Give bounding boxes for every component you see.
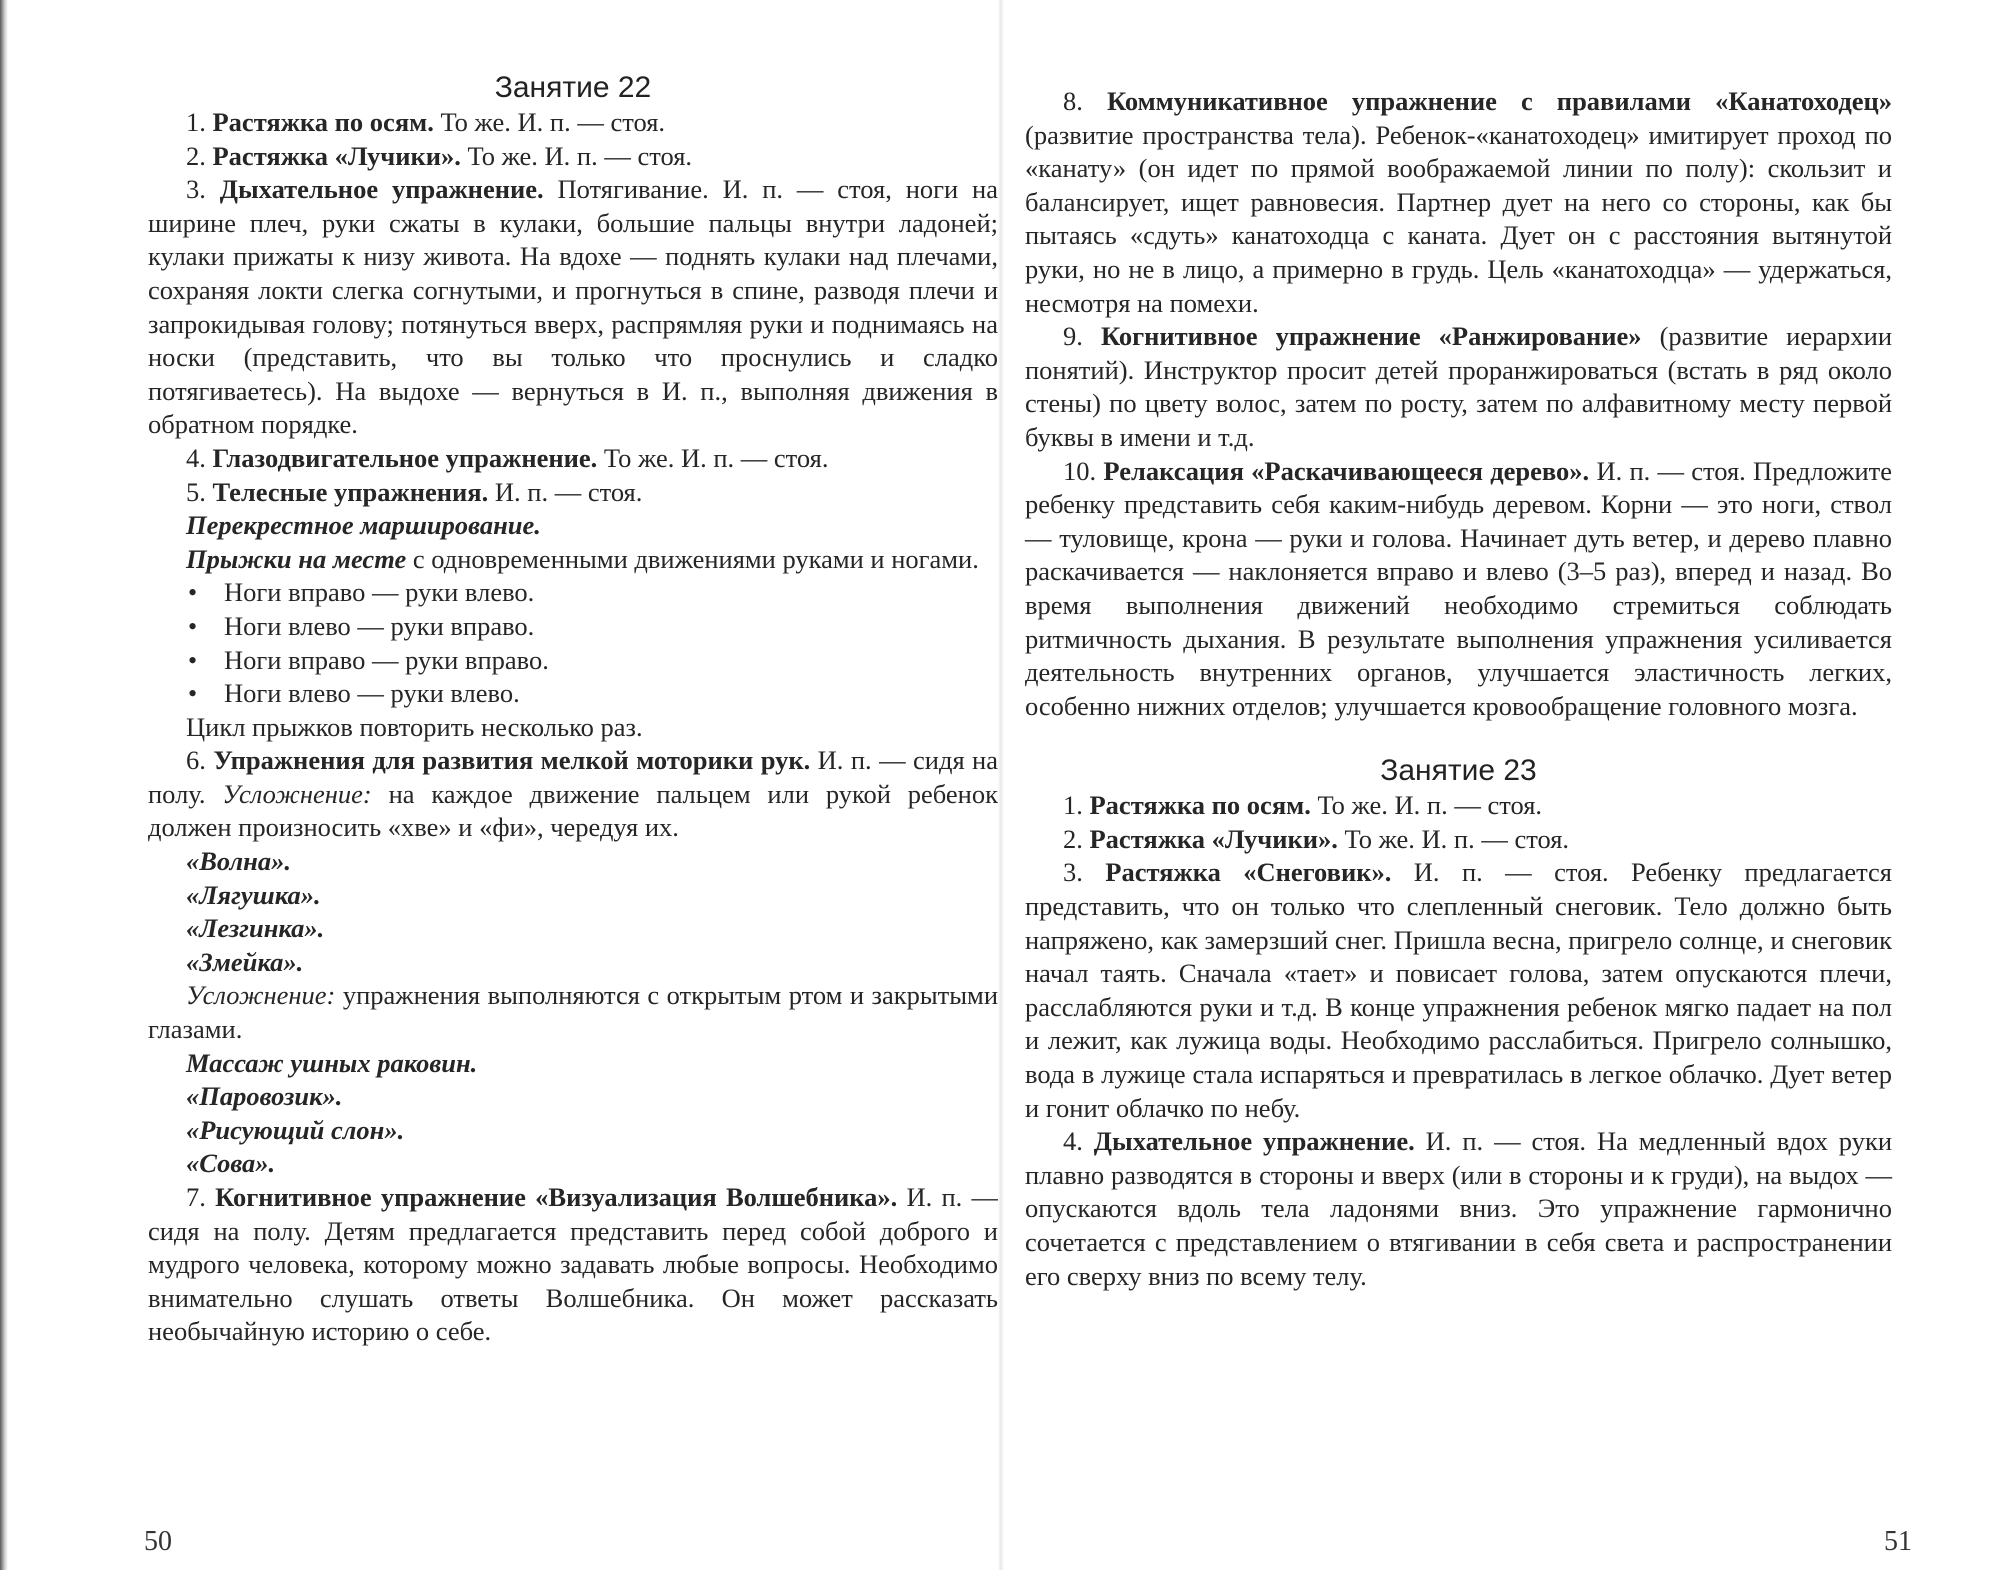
item-number: 7.: [186, 1182, 206, 1212]
exercise-text: (развитие иерархии понятий). Инструктор просит детей проранжироваться (встать в ряд около стены) по цвету волос, затем по росту, затем по алфавитному месту первой буквы в имени и т.д.: [1025, 321, 1893, 452]
item-number: 4.: [1063, 1126, 1083, 1157]
exercise-1: [148, 106, 998, 140]
exercise-7: [148, 1181, 998, 1349]
exercise-text: И. п. — стоя. Ребенку предлагается представить, что он только что слепленный снеговик. Тело должно быть напряжено, как замерзший снег. Пришла весна, пригрело солнце, и снеговик начал таять. Сначала «тает» и повисает голова, затем опускаются плечи, расслабляются руки и т.д. В конце упражнения ребенок мягко падает на пол и лежит, как лужица воды. Необходимо расслабиться. Пригрело солнышко, вода в лужице стала испаряться и превратилась в легкое облачко. Дует ветер и гонит облачко по небу.: [1025, 857, 1892, 1123]
exercise-text: И. п. — стоя.: [488, 476, 643, 507]
exercise-10: [1025, 455, 1892, 724]
item-number: 8.: [1063, 86, 1083, 116]
exercise-4-l23: [1025, 1125, 1892, 1293]
exercise-title: Дыхательное упражнение.: [1093, 1126, 1415, 1157]
bullet-item: • Ноги вправо — руки вправо.: [148, 644, 998, 678]
right-text-column: [1025, 0, 1892, 1293]
exercise-text: на каждое движение пальцем или рукой ребенок должен произносить «хве» и «фи», чередуя их.: [148, 778, 998, 843]
exercise-2-l23: [1025, 823, 1892, 857]
massage-title: Массаж ушных раковин.: [186, 1047, 478, 1078]
item-number: 2.: [1063, 823, 1083, 854]
jumps-text: с одновременными движениями руками и ногами.: [406, 543, 979, 574]
game-item: «Паровозик».: [186, 1081, 343, 1112]
exercise-title: Растяжка по осям.: [212, 107, 434, 137]
exercise-title: Глазодвигательное упражнение.: [212, 442, 598, 473]
exercise-text: И. п. — сидя на полу. Детям предлагается представить перед собой доброго и мудрого человека, которому можно задавать любые вопросы. Необходимо внимательно слушать ответы Волшебника. Он может рассказать необычайную историю о себе.: [148, 1182, 999, 1347]
complication-paragraph: [148, 979, 998, 1046]
exercise-text: И. п. — стоя. Предложите ребенку представить себя каким-нибудь деревом. Корни — это ноги, ствол — туловище, крона — руки и голова. Начинает дуть ветер, и дерево плавно раскачивается — наклоняется вправо и влево (3–5 раз), вперед и назад. Во время выполнения движений необходимо стремиться соблюдать ритмичность дыхания. В результате выполнения упражнения усиливается деятельность внутренних органов, улучшается эластичность легких, особенно нижних отделов; улучшается кровообращение головного мозга.: [1025, 455, 1892, 721]
bullet-item: • Ноги влево — руки вправо.: [148, 610, 998, 644]
exercise-text: И. п. — стоя. На медленный вдох руки плавно разводятся в стороны и вверх (или в стороны и к груди), на выдох — опускаются вдоль тела ладонями вниз. Это упражнение гармонично сочетается с представлением о втягивании в себя света и распространении его сверху вниз по всему телу.: [1025, 1126, 1893, 1291]
game-item: «Лягушка».: [186, 879, 321, 910]
exercise-title: Растяжка «Лучики».: [1089, 823, 1338, 854]
game-item: «Рисующий слон».: [186, 1114, 405, 1145]
exercise-title: Коммуникативное упражнение с правилами «Канатоходец»: [1106, 86, 1893, 116]
lesson-22-heading: Занятие 22: [494, 71, 652, 104]
exercise-9: [1025, 320, 1892, 454]
exercise-title: Когнитивное упражнение «Ранжирование»: [1100, 321, 1642, 352]
exercise-3: [148, 173, 998, 442]
exercise-text: То же. И. п. — стоя.: [433, 107, 666, 137]
page-number-left: 50: [144, 1526, 172, 1557]
exercise-text: То же. И. п. — стоя.: [460, 140, 693, 171]
lesson-23-heading: Занятие 23: [1380, 754, 1537, 788]
bullet-item: • Ноги вправо — руки влево.: [148, 576, 998, 610]
exercise-text: Потягивание. И. п. — стоя, ноги на ширине плеч, руки сжаты в кулаки, большие пальцы внутри ладоней; кулаки прижаты к низу живота. На вдохе — поднять кулаки над плечами, сохраняя локти слегка согнутыми, и прогнуться в спине, разводя плечи и запрокидывая голову; потянуться вверх, распрямляя руки и поднимаясь на носки (представить, что вы только что проснулись и сладко потягиваетесь). На выдохе — вернуться в И. п., выполняя движения в обратном порядке.: [148, 174, 998, 440]
exercise-8: [1025, 85, 1892, 320]
game-item: «Лезгинка».: [186, 913, 325, 944]
game-item: «Сова».: [186, 1148, 276, 1179]
exercise-2: [148, 140, 998, 174]
item-number: 5.: [186, 476, 206, 507]
exercise-title: Телесные упражнения.: [212, 476, 489, 507]
exercise-text: И. п. — сидя на полу.: [148, 745, 999, 809]
item-number: 2.: [186, 140, 206, 171]
item-number: 9.: [1063, 321, 1083, 352]
exercise-title: Растяжка «Лучики».: [212, 140, 461, 171]
cycle-text: Цикл прыжков повторить несколько раз.: [186, 711, 643, 742]
complication-text: упражнения выполняются с открытым ртом и закрытыми глазами.: [148, 980, 998, 1045]
exercise-text: (развитие пространства тела). Ребенок-«канатоходец» имитирует проход по «канату» (он идет по прямой воображаемой линии по полу): скользит и балансирует, ищет равновесия. Партнер дует на него со стороны, как бы пытаясь «сдуть» канатоходца с каната. Дует он с расстояния вытянутой руки, но не в лицо, а примерно в грудь. Цель «канатоходца» — удержаться, несмотря на помехи.: [1025, 119, 1892, 318]
complication-label: Усложнение:: [222, 778, 372, 809]
jump-bullet-list: [148, 576, 998, 710]
item-number: 6.: [186, 745, 206, 776]
exercise-text: То же. И. п. — стоя.: [1337, 823, 1570, 854]
exercise-title: Релаксация «Раскачивающееся дерево».: [1103, 455, 1590, 486]
item-number: 3.: [186, 174, 206, 205]
exercise-title: Когнитивное упражнение «Визуализация Волшебника».: [215, 1182, 898, 1212]
game-item: «Волна».: [186, 846, 291, 877]
item-number: 1.: [1063, 790, 1083, 821]
complication-label: Усложнение:: [186, 980, 336, 1011]
cross-march: Перекрестное марширование.: [186, 510, 541, 541]
item-number: 4.: [186, 442, 206, 473]
exercise-6: [148, 744, 998, 845]
jumps-paragraph: [148, 543, 998, 577]
item-number: 3.: [1063, 857, 1083, 888]
exercise-title: Растяжка по осям.: [1089, 790, 1311, 821]
item-number: 1.: [186, 107, 206, 137]
jumps-lead: Прыжки на месте: [186, 543, 407, 574]
exercise-5: [148, 476, 998, 510]
exercise-3-l23: [1025, 856, 1892, 1125]
exercise-4: [148, 442, 998, 476]
exercise-title: Упражнения для развития мелкой моторики рук.: [213, 745, 811, 776]
bullet-item: • Ноги влево — руки влево.: [148, 677, 998, 711]
right-page: [1004, 0, 2000, 1570]
exercise-title: Растяжка «Снеговик».: [1105, 857, 1392, 888]
item-number: 10.: [1063, 455, 1097, 486]
exercise-1-l23: [1025, 789, 1892, 823]
page-number-right: 51: [1884, 1526, 1912, 1557]
game-item: «Змейка».: [186, 946, 304, 977]
left-text-column: [148, 0, 998, 1349]
exercise-text: То же. И. п. — стоя.: [1310, 790, 1543, 821]
exercise-title: Дыхательное упражнение.: [219, 174, 544, 205]
exercise-text: То же. И. п. — стоя.: [597, 442, 829, 473]
